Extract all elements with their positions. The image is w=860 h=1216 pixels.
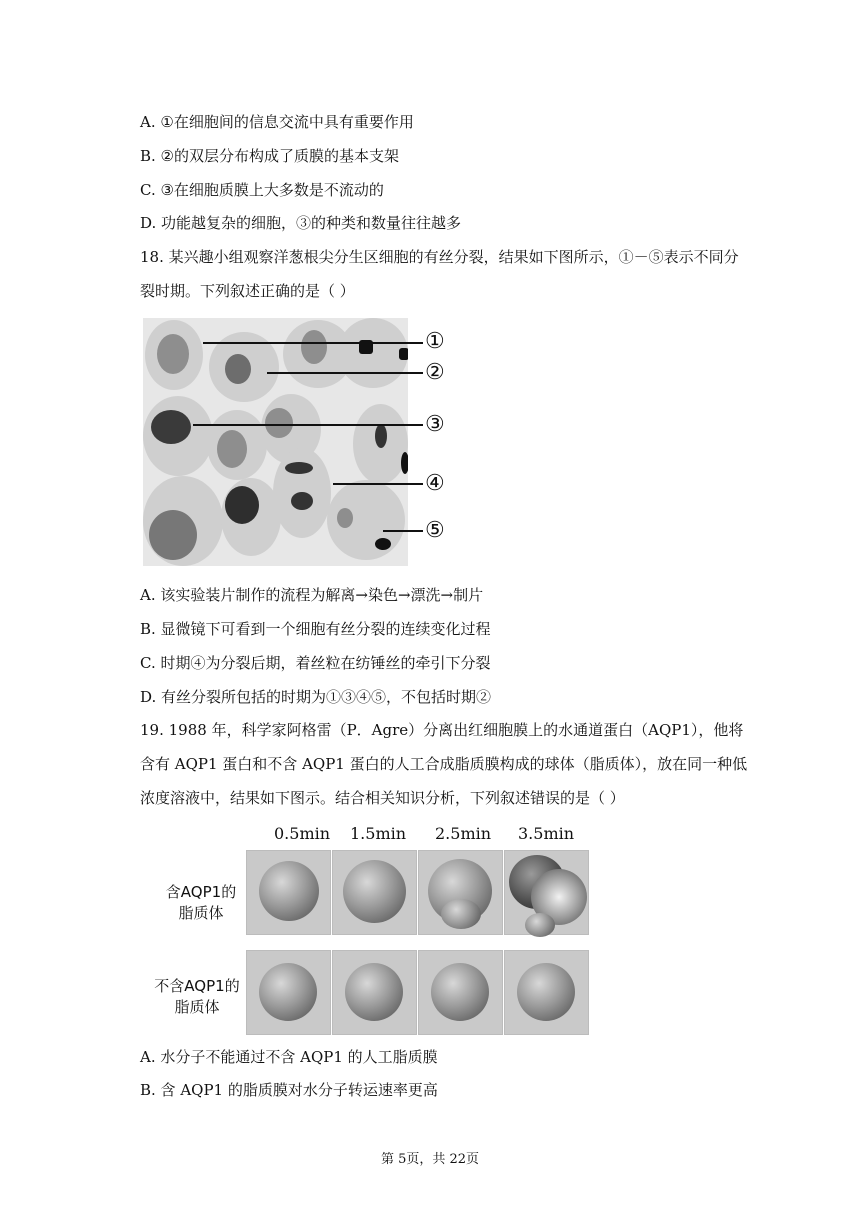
micrograph-image [143, 318, 408, 566]
q18-option-b: B. 显微镜下可看到一个细胞有丝分裂的连续变化过程 [140, 620, 491, 638]
q19-option-a: A. 水分子不能通过不含 AQP1 的人工脂质膜 [140, 1048, 438, 1066]
liposome-aqp1-3.5min [504, 850, 589, 935]
q17-option-c: C. ③在细胞质膜上大多数是不流动的 [140, 181, 384, 199]
time-label-3: 2.5min [435, 824, 492, 843]
time-label-1: 0.5min [274, 824, 331, 843]
q17-option-d: D. 功能越复杂的细胞，③的种类和数量往往越多 [140, 214, 462, 232]
q19-option-b: B. 含 AQP1 的脂质膜对水分子转运速率更高 [140, 1081, 438, 1099]
q18-stem-line2: 裂时期。下列叙述正确的是（ ） [140, 282, 355, 300]
liposome-no-aqp1-1.5min [332, 950, 417, 1035]
q18-stem-line1: 18. 某兴趣小组观察洋葱根尖分生区细胞的有丝分裂，结果如下图所示，①－⑤表示不同分 [140, 248, 739, 266]
stage-label-4: ④ [425, 471, 445, 496]
page-footer: 第 5页，共 22页 [380, 1152, 480, 1167]
q18-option-c: C. 时期④为分裂后期，着丝粒在纺锤丝的牵引下分裂 [140, 654, 491, 672]
stage-label-5: ⑤ [425, 518, 445, 543]
row-label-with-aqp1: 含AQP1的 脂质体 [165, 883, 237, 922]
q17-option-a: A. ①在细胞间的信息交流中具有重要作用 [140, 113, 414, 131]
liposome-aqp1-0.5min [246, 850, 331, 935]
q19-stem-line3: 浓度溶液中，结果如下图示。结合相关知识分析，下列叙述错误的是（ ） [140, 789, 625, 807]
q19-stem-line1: 19. 1988 年，科学家阿格雷（P．Agre）分离出红细胞膜上的水通道蛋白（AQP1），他将 [140, 721, 744, 739]
leader-line-4 [333, 483, 423, 485]
liposome-aqp1-1.5min [332, 850, 417, 935]
time-label-2: 1.5min [350, 824, 407, 843]
leader-line-1 [203, 342, 423, 344]
liposome-aqp1-2.5min [418, 850, 503, 935]
q19-stem-line2: 含有 AQP1 蛋白和不含 AQP1 蛋白的人工合成脂质膜构成的球体（脂质体），放在同一种低 [140, 755, 748, 773]
time-label-4: 3.5min [518, 824, 575, 843]
leader-line-2 [267, 372, 423, 374]
q18-option-a: A. 该实验装片制作的流程为解离→染色→漂洗→制片 [140, 586, 484, 604]
mitosis-micrograph-figure [143, 318, 453, 566]
q17-option-b: B. ②的双层分布构成了质膜的基本支架 [140, 147, 400, 165]
row-label-without-aqp1: 不含AQP1的 脂质体 [154, 977, 240, 1016]
stage-label-2: ② [425, 360, 445, 385]
leader-line-5 [383, 530, 423, 532]
liposome-figure [150, 824, 590, 1034]
liposome-no-aqp1-0.5min [246, 950, 331, 1035]
leader-line-3 [193, 424, 423, 426]
liposome-no-aqp1-3.5min [504, 950, 589, 1035]
q18-option-d: D. 有丝分裂所包括的时期为①③④⑤，不包括时期② [140, 688, 492, 706]
liposome-no-aqp1-2.5min [418, 950, 503, 1035]
stage-label-3: ③ [425, 412, 445, 437]
stage-label-1: ① [425, 329, 445, 354]
